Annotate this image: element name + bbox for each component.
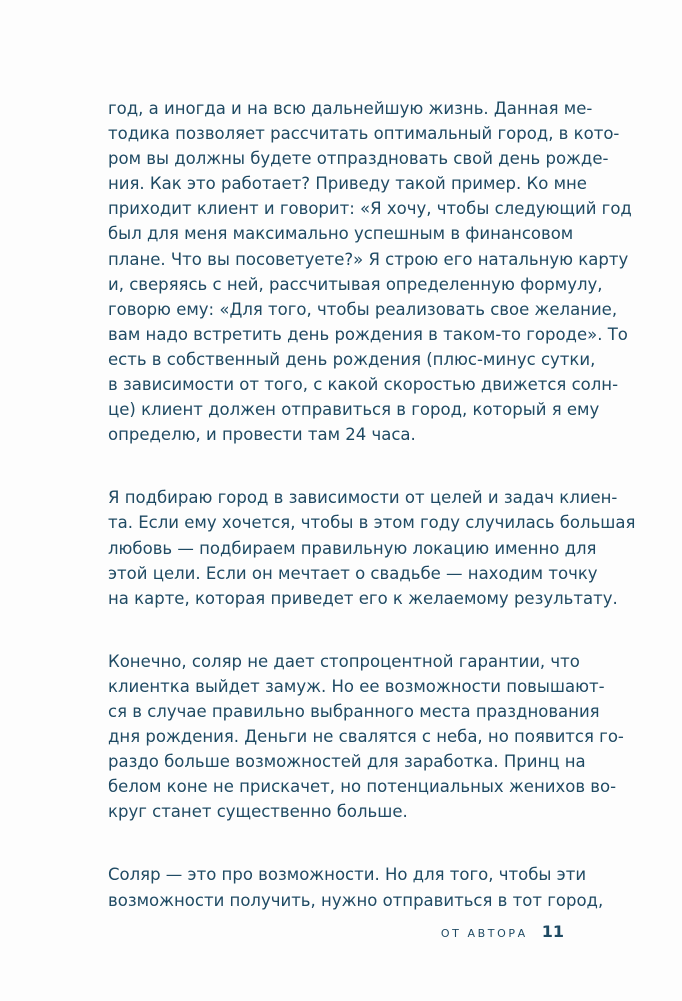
text-line: тодика позволяет рассчитать оптимальный город, в кото-: [108, 124, 620, 144]
text-line: на карте, которая приведет его к желаемому результату.: [108, 588, 618, 608]
page-footer: [441, 922, 564, 941]
text-line: ся в случае правильно выбранного места празднования: [108, 701, 600, 721]
text-line: раздо больше возможностей для заработка. Принц на: [108, 752, 586, 772]
text-line: любовь — подбираем правильную локацию именно для: [108, 538, 597, 558]
text-line: Соляр — это про возможности. Но для того, чтобы эти: [108, 865, 587, 885]
text-line: плане. Что вы посоветуете?» Я строю его натальную карту: [108, 249, 629, 269]
text-line: приходит клиент и говорит: «Я хочу, чтобы следующий год: [108, 199, 632, 219]
paragraph-4: [108, 862, 604, 912]
paragraph-3: [108, 649, 624, 825]
text-line: говорю ему: «Для того, чтобы реализовать свое желание,: [108, 299, 618, 319]
text-line: есть в собственный день рождения (плюс-минус сутки,: [108, 349, 596, 369]
text-line: ром вы должны будете отпраздновать свой день рожде-: [108, 149, 609, 169]
text-line: це) клиент должен отправиться в город, который я ему: [108, 400, 600, 420]
text-line: белом коне не прискачет, но потенциальных женихов во-: [108, 777, 617, 797]
text-line: клиентка выйдет замуж. Но ее возможности повышают-: [108, 676, 605, 696]
text-line: и, сверяясь с ней, рассчитывая определенную формулу,: [108, 274, 603, 294]
text-line: этой цели. Если он мечтает о свадьбе — находим точку: [108, 563, 598, 583]
paragraph-2: [108, 485, 636, 610]
text-line: Конечно, соляр не дает стопроцентной гарантии, что: [108, 651, 580, 671]
text-line: определю, и провести там 24 часа.: [108, 425, 416, 445]
text-line: круг станет существенно больше.: [108, 802, 408, 822]
running-head: ОТ АВТОРА: [440, 927, 528, 940]
paragraph-1: [108, 96, 632, 447]
text-line: год, а иногда и на всю дальнейшую жизнь. Данная ме-: [108, 99, 593, 118]
body-text: [108, 96, 636, 951]
text-line: Я подбираю город в зависимости от целей и задач клиен-: [108, 488, 618, 508]
text-line: в зависимости от того, с какой скоростью движется солн-: [108, 375, 619, 395]
page-number: 11: [541, 922, 564, 941]
text-line: вам надо встретить день рождения в таком-то городе». То: [108, 324, 628, 344]
text-line: был для меня максимально успешным в финансовом: [108, 224, 574, 244]
text-line: та. Если ему хочется, чтобы в этом году случилась большая: [108, 513, 636, 533]
text-line: возможности получить, нужно отправиться в тот город,: [108, 890, 604, 910]
text-line: ния. Как это работает? Приведу такой пример. Ко мне: [108, 174, 587, 194]
text-line: дня рождения. Деньги не свалятся с неба, но появится го-: [108, 727, 624, 747]
